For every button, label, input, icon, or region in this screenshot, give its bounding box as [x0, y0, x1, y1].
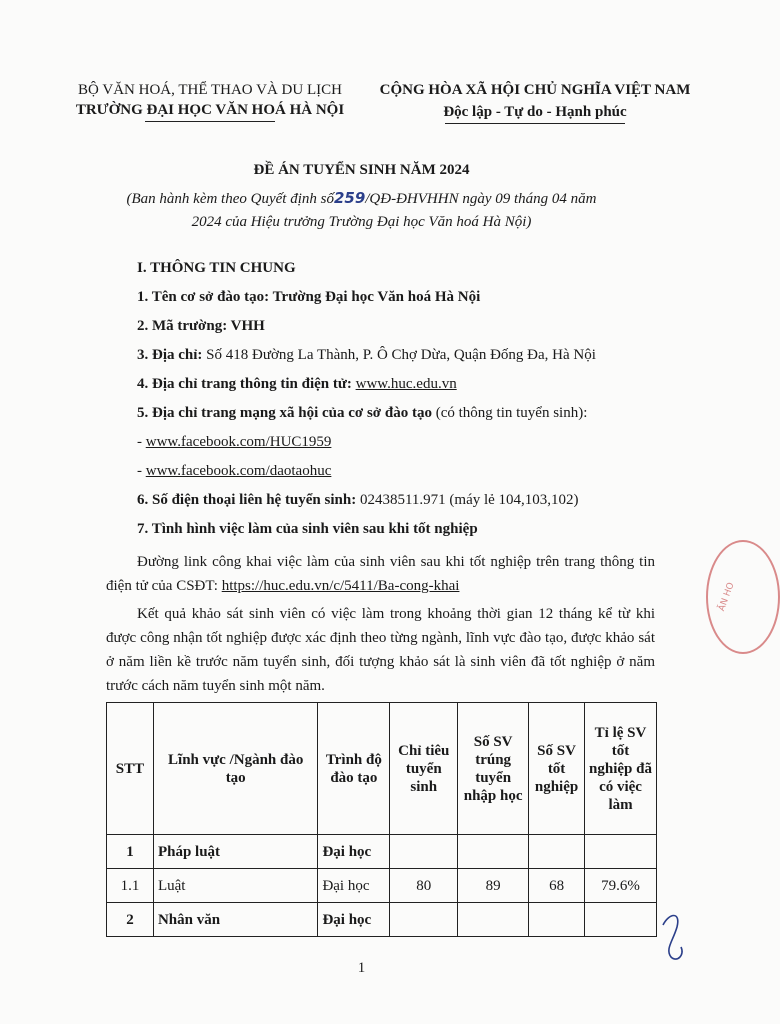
signature-stroke	[663, 916, 682, 960]
paragraph-employment-link	[106, 550, 655, 598]
header-quota: Chỉ tiêu tuyển sinh	[390, 703, 458, 835]
cell-graduated	[529, 903, 585, 937]
ministry-name: BỘ VĂN HOÁ, THỂ THAO VÀ DU LỊCH	[78, 82, 342, 98]
cell-enrolled	[458, 903, 529, 937]
header-left-underline	[145, 121, 275, 122]
cell-quota	[390, 903, 458, 937]
cell-field: Luật	[153, 869, 317, 903]
table-header-row	[107, 703, 657, 835]
cell-level: Đại học	[318, 869, 390, 903]
dash: -	[137, 434, 146, 450]
cell-rate	[585, 903, 657, 937]
item-7: 7. Tình hình việc làm của sinh viên sau khi tốt nghiệp	[137, 521, 478, 537]
item-3-value: Số 418 Đường La Thành, P. Ô Chợ Dừa, Quận Đống Đa, Hà Nội	[202, 347, 596, 363]
paragraph-text: Đường link công khai việc làm của sinh viên sau khi tốt nghiệp trên trang thông tin điện tử của CSĐT:	[106, 554, 655, 594]
header-enrolled: Số SV trúng tuyển nhập học	[458, 703, 529, 835]
header-right-underline	[445, 123, 625, 124]
motto: Độc lập - Tự do - Hạnh phúc	[443, 104, 627, 120]
title-subline-2: 2024 của Hiệu trưởng Trường Đại học Văn hoá Hà Nội)	[191, 214, 532, 230]
cell-stt: 1	[107, 835, 154, 869]
cell-quota	[390, 835, 458, 869]
subline-prefix: (Ban hành kèm theo Quyết định số	[126, 191, 334, 207]
paragraph-survey: Kết quả khảo sát sinh viên có việc làm trong khoảng thời gian 12 tháng kể từ khi được công nhận tốt nghiệp được xác định theo từng ngành, lĩnh vực đào tạo, được khảo sát ở năm liền kề trước năm tuyển sinh, đối tượng khảo sát là sinh viên đã tốt nghiệp ở năm trước cách năm tuyển sinh một năm.	[106, 606, 655, 694]
section-heading: I. THÔNG TIN CHUNG	[137, 260, 296, 276]
item-5-note: (có thông tin tuyển sinh):	[431, 405, 588, 421]
header-field: Lĩnh vực /Ngành đào tạo	[153, 703, 317, 835]
cell-rate: 79.6%	[585, 869, 657, 903]
header-stt: STT	[107, 703, 154, 835]
item-5	[137, 403, 587, 423]
header-employment-rate: Tỉ lệ SV tốt nghiệp đã có việc làm	[585, 703, 657, 835]
red-seal	[706, 540, 780, 654]
decision-number: 259	[333, 189, 366, 207]
header-graduated: Số SV tốt nghiệp	[529, 703, 585, 835]
cell-enrolled: 89	[458, 869, 529, 903]
facebook-item-2	[137, 461, 331, 481]
item-1: 1. Tên cơ sở đào tạo: Trường Đại học Văn hoá Hà Nội	[137, 289, 481, 305]
cell-field: Nhân văn	[153, 903, 317, 937]
country-name: CỘNG HÒA XÃ HỘI CHỦ NGHĨA VIỆT NAM	[379, 82, 691, 98]
item-6-value: 02438511.971 (máy lẻ 104,103,102)	[356, 492, 579, 508]
facebook-item-1	[137, 432, 331, 452]
cell-level: Đại học	[318, 835, 390, 869]
item-6	[137, 490, 579, 510]
cell-rate	[585, 835, 657, 869]
website-link[interactable]: www.huc.edu.vn	[355, 376, 457, 392]
university-name: TRƯỜNG ĐẠI HỌC VĂN HOÁ HÀ NỘI	[75, 102, 345, 118]
dash: -	[137, 463, 146, 479]
cell-stt: 1.1	[107, 869, 154, 903]
cell-graduated	[529, 835, 585, 869]
subline-suffix: /QĐ-ĐHVHHN ngày 09 tháng 04 năm	[365, 191, 597, 207]
disclosure-link[interactable]: https://huc.edu.vn/c/5411/Ba-cong-khai	[221, 578, 460, 594]
item-2: 2. Mã trường: VHH	[137, 318, 265, 334]
title-subline-1	[0, 188, 723, 209]
item-5-label: 5. Địa chỉ trang mạng xã hội của cơ sở đào tạo	[137, 405, 432, 421]
cell-graduated: 68	[529, 869, 585, 903]
table-row	[107, 835, 657, 869]
page-number: 1	[357, 960, 366, 976]
cell-level: Đại học	[318, 903, 390, 937]
item-4-label: 4. Địa chỉ trang thông tin điện tử:	[137, 376, 352, 392]
header-level: Trình độ đào tạo	[318, 703, 390, 835]
initials-signature	[655, 905, 691, 965]
table-row	[107, 869, 657, 903]
seal-text: ĂN HO	[717, 581, 737, 613]
facebook-link-2[interactable]: www.facebook.com/daotaohuc	[145, 463, 332, 479]
item-6-label: 6. Số điện thoại liên hệ tuyển sinh:	[137, 492, 357, 508]
employment-table	[106, 702, 657, 937]
document-title: ĐỀ ÁN TUYỂN SINH NĂM 2024	[253, 162, 470, 178]
cell-stt: 2	[107, 903, 154, 937]
item-4	[137, 374, 457, 394]
item-3-label: 3. Địa chỉ:	[137, 347, 203, 363]
cell-quota: 80	[390, 869, 458, 903]
cell-enrolled	[458, 835, 529, 869]
facebook-link-1[interactable]: www.facebook.com/HUC1959	[145, 434, 332, 450]
item-3	[137, 345, 596, 365]
cell-field: Pháp luật	[153, 835, 317, 869]
table-row	[107, 903, 657, 937]
